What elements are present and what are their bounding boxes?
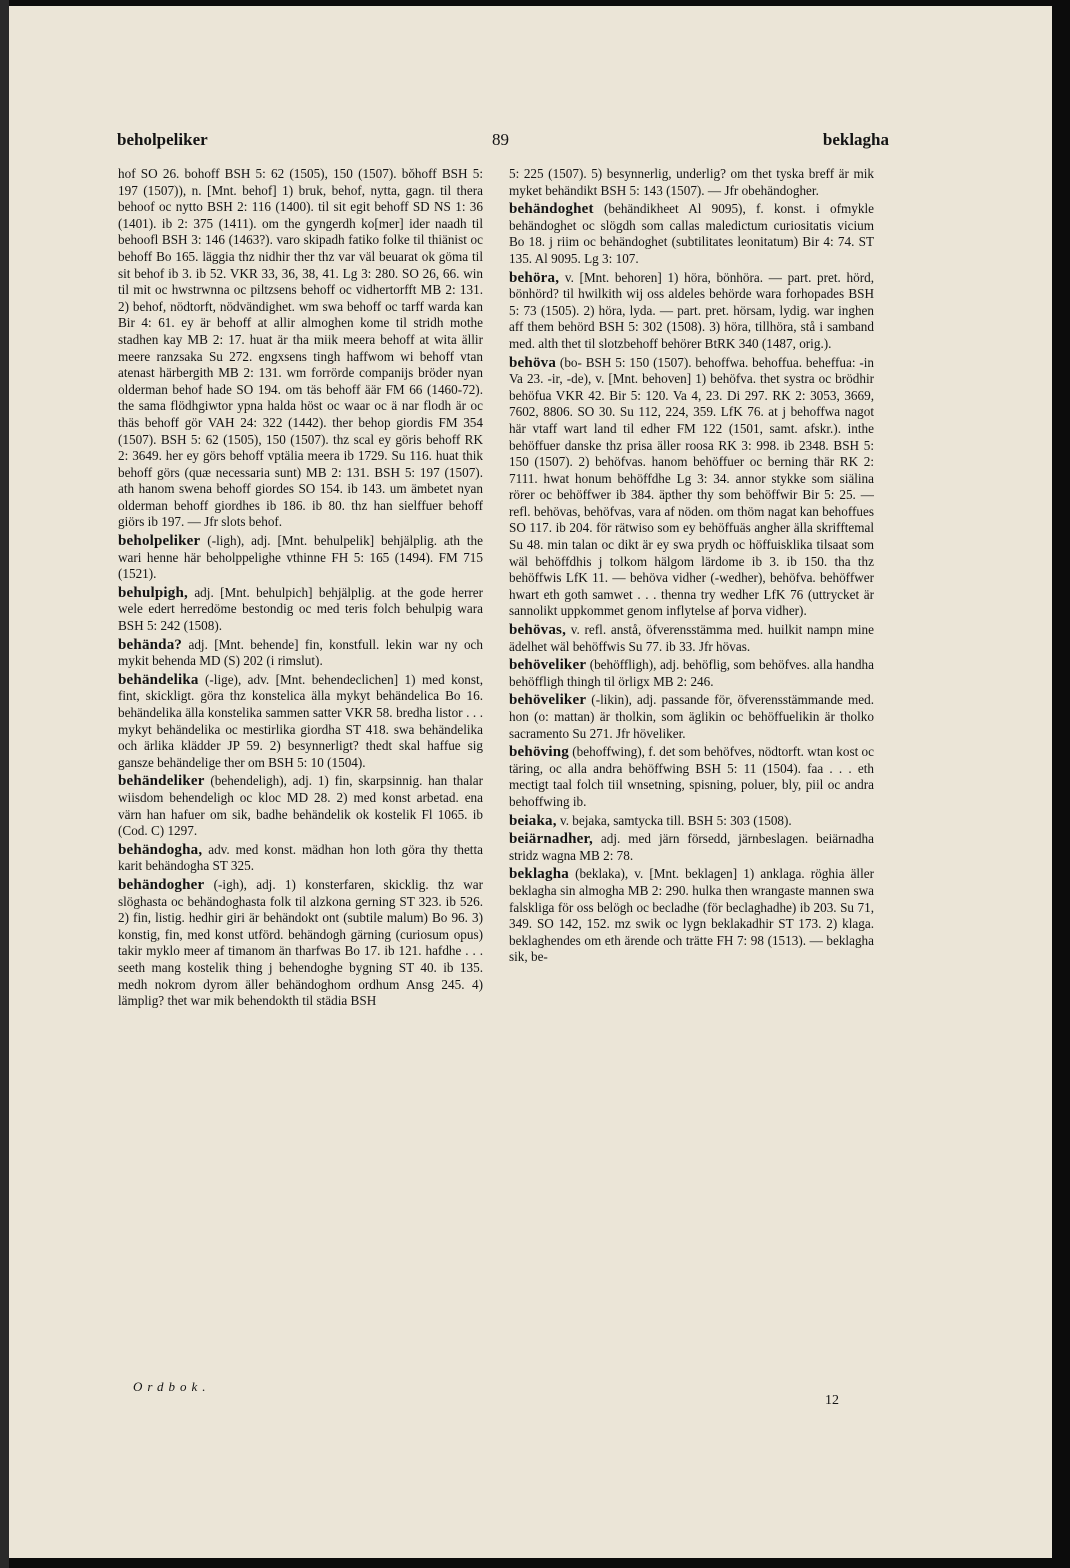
entry-lemma: behöveliker [509,692,587,709]
entry-lemma: beklagha [509,866,569,883]
entry-text: 5: 225 (1507). 5) besynnerlig, underlig? om thet tyska breff är mik myket behändikt BSH 5: 143 (1507). — Jfr obehändogher. [509,166,874,198]
page-number: 89 [492,130,509,149]
entry [509,657,874,690]
entry-text: (-ligh), adj. [Mnt. behulpelik] behjälplig. ath the wari henne här beholppelighe vthinne FH 5: 165 (1494). FM 715 (1521). [118,533,483,582]
entry-text: hof SO 26. bohoff BSH 5: 62 (1505), 150 (1507). bŏhoff BSH 5: 197 (1507)), n. [Mnt. behof] 1) bruk, behof, nytta, gagn. til thera behoof oc nytto BSH 2: 116 (1400). til sit egit behoff SD NS 1: 36 (1401). ib 2: 375 (1411). om the gyngerdh ko[mer] ider naadh til behoofl BSH 3: 146 (1463?). varo skipadh fatiko folke til thiänist oc behoff Bo 165. läggia thz nidhir ther thz var väl beuarat ok göma til sit behof ib 3. ib 52. VKR 33, 36, 38, 41. Lg 3: 280. SO 26, 66. win til mit oc hwstrwnna oc piltzsens behoff oc vidhertorfft MB 2: 131. 2) behof, nödtorft, nödvändighet. wm swa behoff oc tarff warda kan Bir 4: 61. ey är behoff at allir almoghen kome til stridh mothe stadhen kay MB 2: 17. huat är tha miik meera behoff at wita ällir meere ranzsaka Su 272. engxsens tingh haffwom wi behoff vtan atenast härbergith MB 2: 131. wm forrörde companijs bröder nyan olderman behof hade SO 194. om täs behoff äär FM 66 (1460-72). the sama flödhgiwtor ypna halda höst oc waar oc ä nar flodh är oc thäs behoff gör VAH 24: 322 (1442). ther behop giordis FM 354 (1507). BSH 5: 62 (1505), 150 (1507). thz scal ey göris behoff RK 2: 3649. her ey görs behoff vptälia meera ib 1729. Su 116. huat thik behoff görs (quæ necessaria sunt) MB 2: 131. BSH 5: 197 (1507). ath hanom swena behoff giordes SO 154. ib 143. um ämbetet nyan olderman behoff giordhes ib 186. ib 80. thz han sielffuer behoff giörs ib 197. — Jfr slots behof. [118,166,483,530]
sheet-number: 12 [825,1393,839,1408]
entry-lemma: behulpigh, [118,584,188,601]
entry [118,672,483,772]
entry-text: (-likin), adj. passande för, öfverensstämmande med. hon (o: mattan) är tholkin, som äglikin oc behöffuelikin är tholko sacramento Su 271. Jfr höveliker. [509,692,874,741]
entry [118,637,483,670]
entry-text: (beklaka), v. [Mnt. beklagen] 1) anklaga. röghia äller beklagha sin almogha MB 2: 290. hulka then wrangaste mannen swa falskliga för oss belögh oc becladhe (för beclaghadhe) ib 203. Su 71, 349. SO 142, 152. mz swik oc lygn beklakadhir ST 173. 2) klaga. beklaghendes om eth ärende och trätte FH 7: 98 (1513). — beklagha sik, be- [509,866,874,965]
left-column [118,166,483,1506]
entry-text: (-igh), adj. 1) konsterfaren, skicklig. thz war slöghasta oc behändoghasta folk til alzkona gerning ST 323. ib 526. 2) fin, listig. hedhir giri är behändokt ont (subtile malum) Bo 96. 3) konstig, fin, med konst utförd. behändogh gärning (curiosum opus) takir myklo meer af timanom än tharfwas Bo 17. ib 121. hafdhe . . . seeth mang kostelik thing j behendoghe bygning ST 40. ib 135. medh nokrom dyrom äller behändoghom ordhum Ansg 245. 4) lämplig? thet war mik behendokth til städia BSH [118,876,483,1009]
entry-text: v. refl. anstå, öfverensstämma med. huilkit nampn mine ädelhet wäl behöffwis Su 77. ib 33. Jfr hövas. [509,622,874,654]
entry-text: v. bejaka, samtycka till. BSH 5: 303 (1508). [559,812,792,828]
entry-text: adj. [Mnt. behulpich] behjälplig. at the gode herrer wele edert herredöme bestondig oc med teris folch behulpig wara BSH 5: 242 (1508). [118,584,483,634]
entry-lemma: behända? [118,636,183,653]
entry [118,166,483,531]
entry-lemma: behöva [509,354,557,371]
entry-lemma: beiaka, [509,812,557,829]
entry-lemma: behöra, [509,269,560,286]
entry-text: adv. med konst. mädhan hon loth göra thy thetta karit behändogha ST 325. [118,841,483,874]
entry-lemma: behövas, [509,622,567,639]
entry [509,166,874,199]
entry-lemma: behöveliker [509,657,587,674]
entry-text: (behoffwing), f. det som behöfves, nödtorft. wtan kost oc täring, oc alla andra behöffwing BSH 5: 11 (1504). faa . . . eth mectigt taal folch tiil wnsetning, spisning, poluer, bly, piil oc andra behoffwing ib. [509,744,874,809]
entry [118,533,483,583]
entry-lemma: behändeliker [118,773,205,790]
entry-lemma: beiärnadher, [509,831,593,848]
entry [509,201,874,267]
entry [509,866,874,966]
header-first-word: beholpeliker [117,130,208,149]
entry-lemma: behändoghet [509,201,594,218]
dictionary-page [9,6,1052,1558]
entry [118,842,483,875]
running-header [117,130,889,154]
entry-lemma: behändogher [118,876,205,893]
entry [118,877,483,1010]
entry [509,813,874,830]
entry-text: v. [Mnt. behoren] 1) höra, bönhöra. — part. pret. hörd, bönhörd? til hwilkith wij oss aldeles behörde wara forhopades BSH 5: 73 (1505). 2) höra, lyda. — part. pret. hörsam, lydig. war inghen aff them behörd BSH 5: 302 (1508). 3) höra, tillhöra, stå i samband med. alth thet til slotzbehoff behörer BtRK 340 (1487, orig.). [509,269,874,351]
entry [509,744,874,810]
entry [118,585,483,635]
right-column [509,166,874,1506]
entry-text: (bo- BSH 5: 150 (1507). behoffwa. behoffua. beheffua: -in Va 23. -ir, -de), v. [Mnt. behoven] 1) behöfva. thet systra oc brödhir behöfua VKR 42. Bir 5: 120. Va 4, 23. Di 297. RK 2: 3053, 3669, 7602, 8806. SO 30. Su 112, 224, 359. LfK 76. at j behoffwa nagot här vtaff wart land til edher FM 122 (1501, samt. afskr.). inthe behöffuer danske thz prisa äller roosa RK 3: 998. ib 2348. BSH 5: 150 (1507). 2) behöfvas. hanom behöffuer oc berning thär RK 2: 7111. hwat honum behöffdhe Lg 3: 34. annor stykke som siälina rörer oc behöffwer ib 384. äpther thy som behöffwir Bir 5: 25. — refl. behövas, behöfvas, vara af nöden. om thöm nagat kan behoffues SO 117. ib 204. för rätwiso som ey behöffuäs angher älla skrifftemal Su 48. min talan oc dikt är ey swa prydh oc höffuisklika tilsaat som wäl behöffdhis j tolkom hälgom lärdome ib 3. ib 150. tha thz behöffwis LfK 11. — behöva vidher (-wedher), behöfva. behöffwer hwart eth goth samwet . . . thenna try wedher LfK 76 (uttrycket är sannolikt uppkommet genom inflytelse af þorva vidher). [509,354,874,619]
entry-text: (-lige), adv. [Mnt. behendeclichen] 1) med konst, fint, skickligt. göra thz konstelica älla mykyt behändelica Bo 16. behändelika älla konstelika sammen satter VKR 58. bredha listor . . . mykyt behändelika oc mestirlika giordha ST 418. swa behändelika och ärlika klädder JP 59. 2) besynnerligt? thedt skal haffue sig gansze behändelige ther om BSH 5: 10 (1504). [118,671,483,770]
entry-text: adj. [Mnt. behende] fin, konstfull. lekin war ny och mykit behenda MD (S) 202 (i rimslut). [118,636,483,669]
entry-text: (behendeligh), adj. 1) fin, skarpsinnig. han thalar wiisdom behendeligh oc kloc MD 28. 2) med konst arbetad. ena värn han hafuer om sik, badhe behändelik ok kostelik Fl 1065. ib (Cod. C) 1297. [118,773,483,839]
entry-text: (behöffligh), adj. behöflig, som behöfves. alla handha behöffligh thingh til örligx MB 2: 246. [509,657,874,689]
entry-lemma: behändogha, [118,841,203,858]
entry [509,270,874,353]
scan-border [0,0,9,1568]
entry-lemma: behöving [509,744,569,761]
entry-text: (behändikheet Al 9095), f. konst. i ofmykle behändoghet oc slögdh som callas maledictum curiositatis vicium Bo 18. j riim oc behändoghet (subtilitates leonitatum) Bir 4: 74. ST 135. Al 9095. Lg 3: 107. [509,201,874,266]
entry [509,831,874,864]
entry [509,622,874,655]
header-last-word: beklagha [822,130,889,149]
signature-mark: Ordbok. [133,1379,211,1394]
entry-lemma: beholpeliker [118,533,201,550]
entry [118,773,483,839]
entry [509,355,874,621]
entry-lemma: behändelika [118,671,199,688]
entry-text: adj. med järn försedd, järnbeslagen. beiärnadha stridz wagna MB 2: 78. [509,831,874,863]
entry [509,692,874,742]
